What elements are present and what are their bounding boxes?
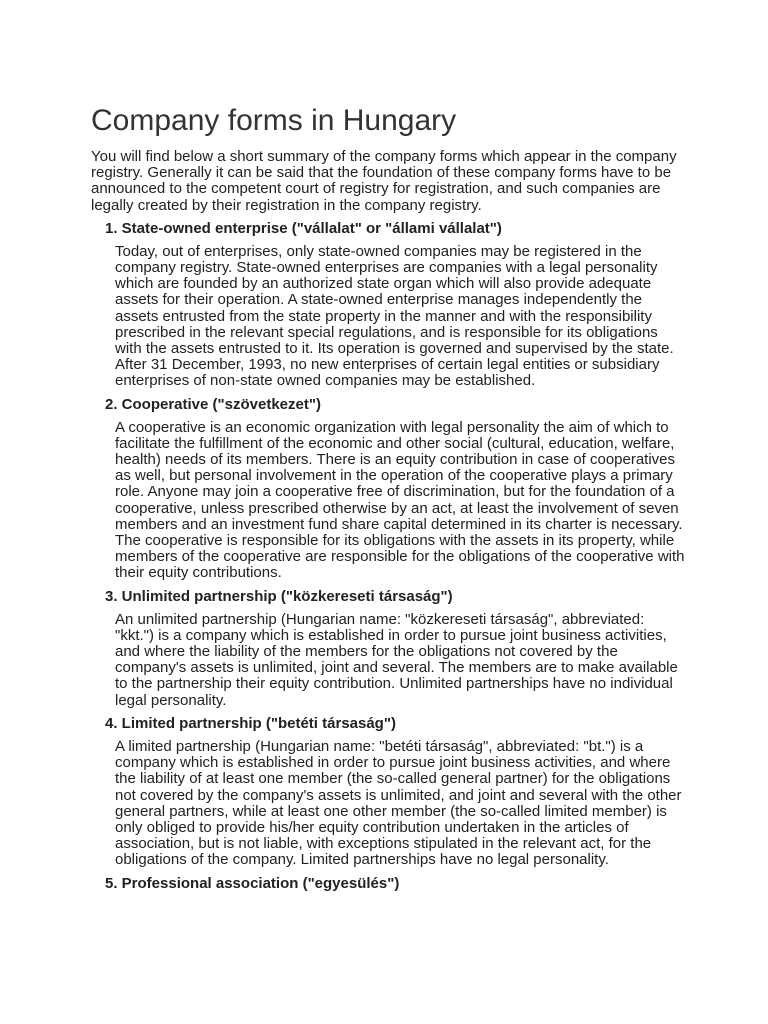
section-body-state-owned-enterprise: Today, out of enterprises, only state-owned companies may be registered in the company registry. State-owned enterprises are companies with a legal personality which are founded by an authorized state organ which will also provide adequate assets for their operation. A state-owned enterprise manages independently the assets entrusted from the state property in the manner and with the responsibility prescribed in the relevant special regulations, and is responsible for its obligations with the assets entrusted to it. Its operation is governed and supervised by the state. After 31 December, 1993, no new enterprises of certain legal entities or subsidiary enterprises of non-state owned companies may be established. <box>115 242 674 390</box>
section-body-cooperative: A cooperative is an economic organization with legal personality the aim of which to facilitate the fulfillment of the economic and other social (cultural, education, welfare, health) needs of its members. There is an equity contribution in case of cooperatives as well, but personal involvement in the operation of the cooperative plays a primary role. Anyone may join a cooperative free of discrimination, but for the foundation of a cooperative, unless prescribed otherwise by an act, at least the involvement of seven members and an investment fund share capital determined in its charter is necessary. The cooperative is responsible for its obligations with the assets in its property, while members of the cooperative are responsible for the obligations of the cooperative with their equity contributions. <box>115 418 685 582</box>
section-heading-cooperative: 2. Cooperative ("szövetkezet") <box>105 395 321 413</box>
section-heading-professional-association: 5. Professional association ("egyesülés") <box>105 874 400 892</box>
page-title: Company forms in Hungary <box>91 104 457 137</box>
intro-paragraph: You will find below a short summary of the company forms which appear in the company registry. Generally it can be said that the foundation of these company forms have to be announced to the competent court of registry for registration, and such companies are legally created by their registration in the company registry. <box>91 148 677 214</box>
section-heading-state-owned-enterprise: 1. State-owned enterprise ("vállalat" or "állami vállalat") <box>105 219 502 237</box>
section-body-limited-partnership: A limited partnership (Hungarian name: "betéti társaság", abbreviated: "bt.") is a company which is established in order to pursue joint business activities, and where the liability of at least one member (the so-called general partner) for the obligations not covered by the company's assets is unlimited, and joint and several with the other general partners, while at least one other member (the so-called limited member) is only obliged to provide his/her equity contribution undertaken in the articles of association, but is not liable, with exceptions stipulated in the relevant act, for the obligations of the company. Limited partnerships have no legal personality. <box>115 737 682 869</box>
section-body-unlimited-partnership: An unlimited partnership (Hungarian name: "közkereseti társaság", abbreviated: "kkt.") is a company which is established in order to pursue joint business activities, and where the liability of the members for the obligations not covered by the company's assets is unlimited, joint and several. The members are to make available to the partnership their equity contribution. Unlimited partnerships have no individual legal personality. <box>115 610 678 709</box>
document-page <box>91 102 685 899</box>
section-heading-unlimited-partnership: 3. Unlimited partnership ("közkereseti társaság") <box>105 587 453 605</box>
section-heading-limited-partnership: 4. Limited partnership ("betéti társaság") <box>105 714 396 732</box>
